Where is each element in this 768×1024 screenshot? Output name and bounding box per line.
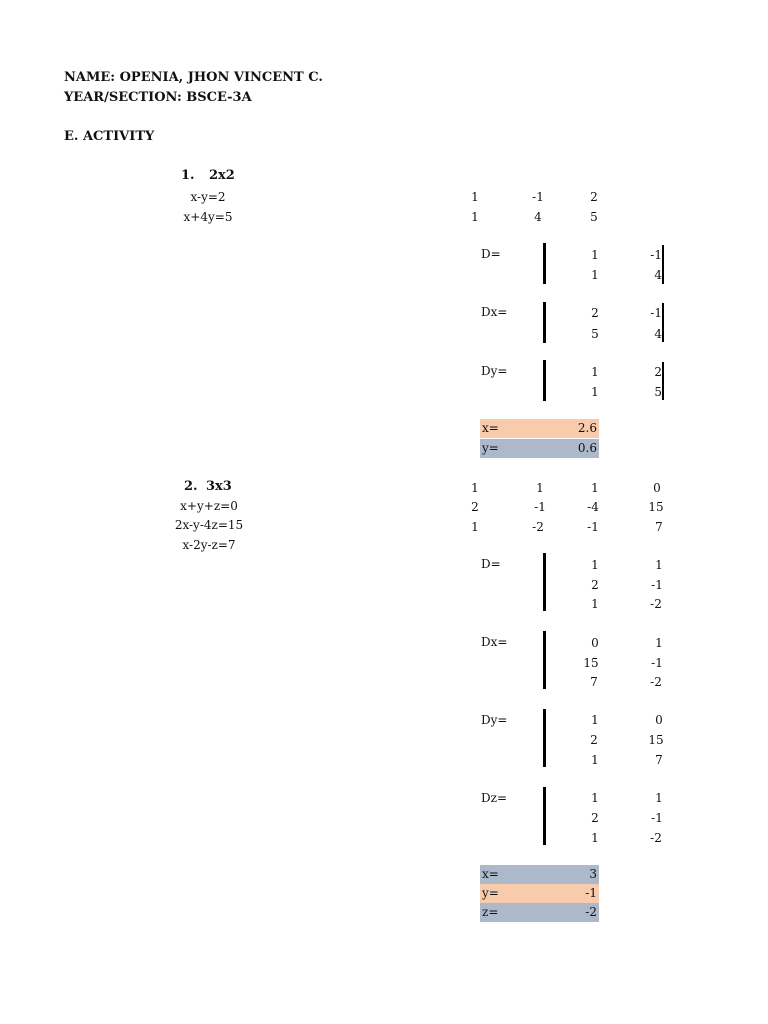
result-label: y= [482, 441, 499, 455]
determinant-cell: 1 [591, 597, 599, 611]
matrix-cell: -4 [587, 500, 599, 514]
problem2-equation-1: x+y+z=0 [180, 499, 238, 513]
matrix-cell: 1 [471, 210, 479, 224]
determinant-label: Dy= [481, 364, 508, 378]
determinant-cell: -1 [651, 656, 663, 670]
determinant-label: Dx= [481, 635, 508, 649]
matrix-cell: 7 [655, 520, 663, 534]
matrix-cell: 1 [471, 481, 479, 495]
problem2-number: 2. [184, 479, 198, 494]
matrix-cell: -1 [532, 190, 544, 204]
determinant-label: Dx= [481, 305, 508, 319]
result-label: x= [482, 867, 499, 881]
problem2-result-y [480, 884, 599, 903]
determinant-cell: 1 [655, 558, 663, 572]
problem1-title: 2x2 [209, 168, 235, 183]
matrix-cell: 2 [471, 500, 479, 514]
determinant-bar-right [662, 362, 664, 400]
matrix-cell: -1 [534, 500, 546, 514]
determinant-cell: 5 [654, 385, 662, 399]
determinant-cell: -1 [650, 248, 662, 262]
determinant-cell: 1 [591, 558, 599, 572]
determinant-cell: -2 [650, 831, 662, 845]
determinant-cell: 15 [583, 656, 599, 670]
determinant-cell: 7 [590, 675, 598, 689]
determinant-cell: 1 [591, 753, 599, 767]
determinant-cell: 2 [591, 578, 599, 592]
determinant-bar-left [543, 360, 546, 401]
problem2-result-x [480, 865, 599, 884]
determinant-cell: 1 [591, 268, 599, 282]
matrix-cell: -1 [587, 520, 599, 534]
determinant-cell: 1 [591, 713, 599, 727]
student-name: NAME: OPENIA, JHON VINCENT C. [64, 70, 323, 85]
determinant-bar-left [543, 709, 546, 767]
matrix-cell: 1 [471, 190, 479, 204]
determinant-cell: 5 [591, 327, 599, 341]
problem1-result-x [480, 419, 599, 438]
determinant-cell: -1 [651, 578, 663, 592]
determinant-cell: 1 [591, 365, 599, 379]
result-value: 0.6 [577, 441, 597, 455]
problem2-title: 3x3 [206, 479, 232, 494]
problem1-result-y [480, 439, 599, 458]
result-value: 2.6 [577, 421, 597, 435]
determinant-cell: 1 [591, 248, 599, 262]
determinant-label: D= [481, 247, 501, 261]
result-value: -2 [585, 905, 597, 919]
determinant-bar-left [543, 243, 546, 284]
determinant-cell: 1 [591, 831, 599, 845]
determinant-label: D= [481, 557, 501, 571]
determinant-cell: 2 [590, 733, 598, 747]
determinant-cell: -1 [650, 306, 662, 320]
problem1-equation-1: x-y=2 [190, 190, 226, 204]
result-label: z= [482, 905, 499, 919]
year-section: YEAR/SECTION: BSCE-3A [64, 90, 252, 105]
determinant-label: Dz= [481, 791, 507, 805]
determinant-cell: 2 [654, 365, 662, 379]
matrix-cell: 1 [536, 481, 544, 495]
problem2-equation-2: 2x-y-4z=15 [174, 518, 244, 532]
determinant-cell: 4 [654, 327, 662, 341]
result-label: x= [482, 421, 499, 435]
matrix-cell: 5 [590, 210, 598, 224]
determinant-cell: 4 [654, 268, 662, 282]
determinant-cell: 15 [648, 733, 664, 747]
matrix-cell: 15 [648, 500, 664, 514]
problem1-number: 1. [181, 168, 195, 183]
determinant-bar-right [662, 303, 664, 342]
determinant-cell: 1 [591, 385, 599, 399]
matrix-cell: 0 [653, 481, 661, 495]
determinant-cell: 2 [591, 306, 599, 320]
determinant-bar-left [543, 631, 546, 689]
activity-heading: E. ACTIVITY [64, 129, 155, 144]
determinant-cell: -2 [650, 597, 662, 611]
problem1-equation-2: x+4y=5 [183, 210, 233, 224]
determinant-cell: 0 [655, 713, 663, 727]
result-value: -1 [585, 886, 597, 900]
matrix-cell: 4 [534, 210, 542, 224]
matrix-cell: 2 [590, 190, 598, 204]
problem2-equation-3: x-2y-z=7 [182, 538, 236, 552]
result-label: y= [482, 886, 499, 900]
determinant-bar-left [543, 787, 546, 845]
determinant-cell: 1 [655, 791, 663, 805]
determinant-cell: 1 [591, 791, 599, 805]
determinant-bar-left [543, 302, 546, 343]
determinant-cell: -1 [651, 811, 663, 825]
matrix-cell: 1 [591, 481, 599, 495]
determinant-cell: 1 [655, 636, 663, 650]
determinant-bar-left [543, 553, 546, 611]
determinant-cell: 7 [655, 753, 663, 767]
determinant-bar-right [662, 245, 664, 284]
determinant-label: Dy= [481, 713, 508, 727]
determinant-cell: 0 [591, 636, 599, 650]
problem2-result-z [480, 903, 599, 922]
determinant-cell: -2 [650, 675, 662, 689]
matrix-cell: 1 [471, 520, 479, 534]
result-value: 3 [589, 867, 597, 881]
matrix-cell: -2 [532, 520, 544, 534]
determinant-cell: 2 [591, 811, 599, 825]
